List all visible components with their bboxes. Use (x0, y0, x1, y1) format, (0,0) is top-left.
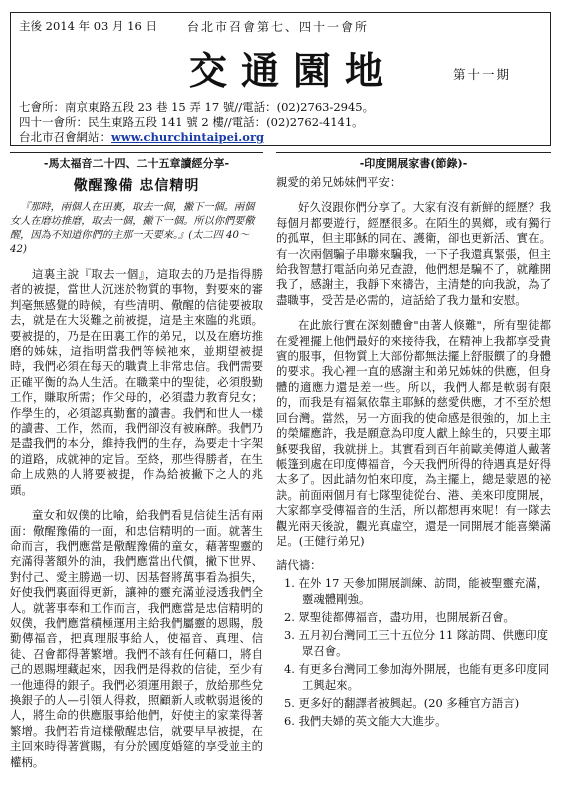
newsletter-title: 交通園地 (189, 48, 398, 93)
right-section-header: -印度開展家書(節錄)- (276, 152, 551, 171)
prayer-title: 請代禱： (276, 558, 322, 573)
prayer-item: 2. 眾聖徒都傳福音，盡功用，也開展新召會。 (284, 610, 515, 625)
letter-greeting: 親愛的弟兄姊妹們平安： (276, 175, 402, 189)
article-paragraph-1: 這裏主說『取去一個』，這取去的乃是指得勝者的被提，當世人沉迷於物質的事物，對要來的審判毫無感覺的時候，有些清明、儆醒的信徒要被取去，就是在大災難之前被提，這是主來臨的兆頭。要被提的，乃是在田裏工作的弟兄，以及在磨坊推磨的姊妹，這指明當我們等候祂來，並期望被提時，我們必須在每天的職責上非常忠信。我們需要正確平衡的為人生活。在職業中的聖徒，必須殷勤工作，賺取所需；作父母的，必須盡力教育兒女；作學生的，必須認真勤奮的讀書。我們和世人一樣的讀書、工作，然而，我們卻沒有被麻醉。我們乃是盡我們的本分，維持我們的生存，為要走十字架的道路，成就神的定旨。至終，那些得勝者，在生命上成熟的人將要被提，作為給被撇下之人的兆頭。 (10, 267, 263, 497)
masthead (10, 12, 551, 146)
left-section-header: -馬太福音二十四、二十五章讀經分享- (10, 152, 263, 171)
church-name: 台北市召會第七、四十一會所 (187, 20, 370, 34)
left-column (10, 152, 263, 770)
issue-number: 第十一期 (453, 67, 512, 82)
prayer-list (276, 575, 551, 729)
prayer-item: 3. 五月初台灣同工三十五位分 11 隊訪問、供應印度眾召會。 (284, 628, 549, 659)
hall-41-address: 四十一會所：民生東路五段 141 號 2 樓//電話：(02)2762-4141。 (19, 115, 364, 129)
website-link[interactable]: www.churchintaipei.org (111, 130, 265, 144)
right-column (276, 152, 551, 729)
newsletter-page (10, 12, 551, 780)
article-subtitle: 儆醒豫備 忠信精明 (73, 178, 200, 194)
hall-7-address: 七會所：南京東路五段 23 巷 15 弄 17 號//電話：(02)2763-2945。 (19, 100, 375, 114)
website-line (19, 129, 264, 145)
scripture-quote: 『那時，兩個人在田裏，取去一個，撇下一個。兩個女人在磨坊推磨，取去一個，撇下一個。所以你們要儆醒，因為不知道你們的主那一天要來。』(太二四 40～42) (10, 202, 255, 255)
letter-paragraph-1: 好久沒跟你們分享了。大家有沒有新鮮的經歷？我每個月都要遊行，經歷很多。在陌生的異鄉，或有獨行的孤單，但主耶穌的同在、護衛，卻也更新活、實在。有一次兩個騙子串聯來騙我，一下子我還真緊張，但主給我智慧打電話向弟兄查證，他們想是騙不了，就離開我了，感謝主，我靜下來禱告，主清楚的向我說，為了盡職事，受苦是必需的，這話給了我力量和安慰。 (276, 200, 551, 307)
prayer-item: 5. 更多好的翻譯者被興起。(20 多種官方語言) (284, 696, 520, 711)
prayer-item: 4. 有更多台灣同工參加海外開展，也能有更多印度同工興起來。 (284, 662, 550, 693)
prayer-item: 6. 我們夫婦的英文能大大進步。 (284, 714, 447, 729)
letter-paragraph-2: 在此旅行實在深刻體會"由著人倏難"，所有聖徒都在愛裡擺上他們最好的來接待我，在精神上我都享受貴賓的服事，但物質上大部份都無法擺上舒服饌了的身體的要求。我心裡一直的感謝主和弟兄姊妹的供應，但身體的適應力還是差一些。所以，我們人都是軟弱有限的，而我是有福氣依靠主耶穌的慈愛供應，才不至於想回台灣。當然，另一方面我的使命感是很強的，加上主的榮耀應許，我是願意為印度人獻上餘生的，只要主耶穌要我留，我就拼上。其實看到百年前歐美傳道人戴著帳篷到處在印度傳福音，今天我們所得的待遇真是好得太多了。因此請勿怕來印度，為主擺上，總是蒙恩的祕訣。前面兩個月有七隊聖徒從台、港、美來印度開展，大家都享受傳福音的生活，所以都想再來呢！有一隊去觀光兩天後說，觀光真虛空，還是一同開展才能喜樂滿足。(王健行弟兄) (276, 318, 551, 548)
prayer-item: 1. 在外 17 天參加開展訓練、訪問，能被聖靈充滿，靈魂體剛強。 (284, 576, 549, 607)
website-label: 台北市召會網站： (19, 130, 111, 144)
issue-date: 主後 2014 年 03 月 16 日 (19, 19, 157, 33)
article-paragraph-2: 童女和奴僕的比喻，給我們看見信徒生活有兩面：儆醒豫備的一面，和忠信精明的一面。就著生命而言，我們應當是儆醒豫備的童女，藉著聖靈的充滿得著額外的油，我們應當出代價，撇下世界、對付己、愛主勝過一切、因基督將萬事看為損失，好使我們裏面得更新，讓神的靈充滿並浸透我們全人。就著事奉和工作而言，我們應當是忠信精明的奴僕，我們應當積極運用主給我們屬靈的恩賜，殷勤傳福音，把真理服事給人，使福音、真理、信徒、召會都得著繁增。我們不該有任何藉口，將自己的恩賜埋藏起來，因我們是得救的信徒，至少有一他連得的銀子。我們必須運用銀子，放給那些兌換銀子的人—引領人得救，照顧新人或軟弱退後的人，將生命的供應服事給他們，好使主的家業得著繁增。我們若肯這樣儆醒忠信，就要早早被提，在主回來時得著賞賜，有分於國度婚筵的享受並主的權柄。 (10, 508, 263, 769)
